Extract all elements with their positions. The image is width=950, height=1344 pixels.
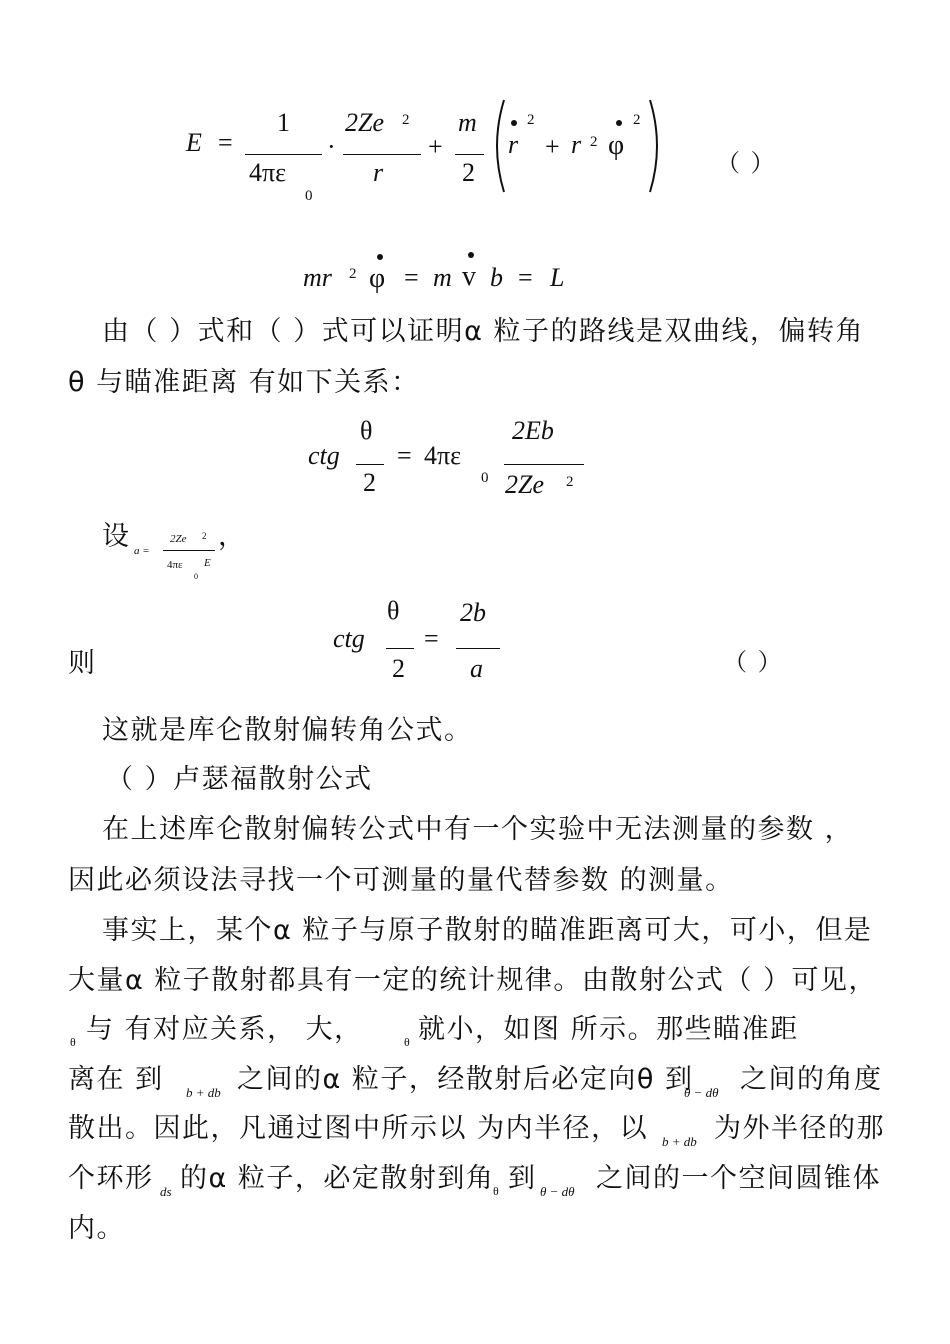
ctg2-bar (456, 648, 500, 649)
four-pi-eps: 4πε (424, 441, 462, 470)
eq2-equals-2: = (518, 263, 533, 292)
eq2-equals: = (404, 263, 419, 292)
eq2-b: b (490, 263, 503, 292)
text-line-9a: 散出。因此，凡通过图中所示以 为内半径，以 (68, 1113, 649, 1144)
text-line-10d: 之间的一个空间圆锥体 (596, 1163, 881, 1194)
text-line-8c: 之间的角度 (740, 1064, 883, 1095)
text-line-10b: 的α 粒子，必定散射到角 (180, 1163, 495, 1194)
phi-dot (616, 120, 622, 126)
theta-den: 2 (363, 468, 376, 497)
ctg2-equals: = (424, 624, 439, 653)
frac1-num: 1 (277, 108, 290, 137)
eq2-phi-dot (377, 254, 383, 260)
eq-E: E (186, 128, 202, 157)
ctg-label: ctg (308, 441, 340, 470)
eq2-v: v (462, 261, 476, 292)
text-line-8a: 离在 到 (68, 1064, 164, 1095)
cdot: · (327, 132, 336, 161)
right-paren (646, 98, 666, 194)
a-bar (163, 550, 215, 551)
ctg1-num: 2Eb (512, 416, 554, 445)
ctg2-theta-den: 2 (392, 654, 405, 683)
equation-number-1: （ ） (716, 149, 777, 177)
l8-bdb-sub: b + db (186, 1085, 221, 1100)
eq2-v-dot (468, 252, 474, 258)
ctg2-num: 2b (460, 598, 486, 627)
l7-theta-sub-2: θ (404, 1035, 410, 1049)
phi-sup: 2 (633, 112, 641, 128)
eq2-m: m (433, 263, 452, 292)
set-comma: ， (218, 521, 247, 552)
left-paren (488, 98, 508, 194)
text-line-4: 因此必须设法寻找一个可测量的量代替参数 的测量。 (68, 865, 734, 896)
frac1-den: 4πε (249, 158, 287, 187)
frac1-bar (245, 154, 322, 155)
eq2-mr: mr (303, 263, 332, 292)
eps-subscript: 0 (305, 188, 313, 204)
text-line-7a: 与 有对应关系， 大， (86, 1014, 363, 1045)
eq2-L: L (550, 263, 565, 292)
text-line-6: 大量α 粒子散射都具有一定的统计规律。由散射公式（ ）可见， (68, 965, 877, 996)
text-line-8b: 之间的α 粒子，经散射后必定向θ 到 (237, 1064, 694, 1095)
ctg2-den: a (470, 654, 483, 683)
phi-var: φ (608, 130, 625, 161)
ctg2-label: ctg (333, 624, 365, 653)
frac2-sup: 2 (402, 112, 410, 128)
then-label: 则 (68, 648, 97, 679)
eq-equals: = (218, 128, 233, 157)
l10-theta-sub: θ (493, 1184, 499, 1198)
a-num: 2Ze (170, 533, 187, 545)
r-dot (511, 120, 517, 126)
r-dot-var: r (508, 130, 519, 159)
a-equals: a = (134, 545, 150, 557)
section-heading: （ ）卢瑟福散射公式 (106, 764, 373, 795)
frac2-den: r (373, 158, 384, 187)
plus-sign-2: + (545, 132, 560, 161)
l9-bdb-sub: b + db (662, 1134, 697, 1149)
ctg1-bar (504, 464, 584, 465)
text-line-10a: 个环形 (68, 1163, 154, 1194)
frac3-num: m (458, 108, 477, 137)
a-den: 4πε (167, 559, 183, 571)
set-label: 设 (102, 521, 131, 552)
eps0-sub: 0 (481, 470, 489, 486)
text-line-9b: 为外半径的那 (714, 1113, 885, 1144)
a-den-sub: 0 (194, 572, 198, 581)
eq2-phi: φ (369, 263, 386, 294)
frac3-den: 2 (462, 158, 475, 187)
l7-theta-sub: θ (70, 1035, 76, 1049)
l10-ds-sub: ds (160, 1184, 172, 1199)
text-line-11: 内。 (68, 1213, 125, 1244)
text-line-1: 这就是库仑散射偏转角公式。 (102, 715, 473, 746)
ctg2-theta-bar (386, 648, 414, 649)
frac2-num: 2Ze (345, 108, 384, 137)
ctg1-den: 2Ze (505, 470, 544, 499)
theta-num: θ (360, 416, 373, 445)
l8-theta-dtheta-sub: θ − dθ (684, 1085, 719, 1100)
theta-bar (356, 464, 384, 465)
r-var: r (571, 130, 582, 159)
plus-sign: + (428, 132, 443, 161)
eq2-sup: 2 (349, 266, 357, 282)
para1-line2: θ 与瞄准距离 有如下关系： (68, 367, 420, 398)
rdot-sup: 2 (527, 112, 535, 128)
text-line-5: 事实上，某个α 粒子与原子散射的瞄准距离可大，可小，但是 (102, 915, 873, 946)
ctg1-equals: = (397, 441, 412, 470)
frac3-bar (455, 154, 484, 155)
a-den-E: E (204, 557, 211, 569)
text-line-10c: 到 (508, 1163, 537, 1194)
ctg2-theta: θ (387, 596, 400, 625)
frac2-bar (343, 154, 421, 155)
a-num-sup: 2 (202, 531, 207, 541)
para1-line1: 由（ ）式和（ ）式可以证明α 粒子的路线是双曲线，偏转角 (102, 316, 865, 347)
text-line-3: 在上述库仑散射偏转公式中有一个实验中无法测量的参数 ， (102, 814, 854, 845)
text-line-7b: 就小，如图 所示。那些瞄准距 (418, 1014, 799, 1045)
ctg1-den-sup: 2 (566, 474, 574, 490)
l10-theta-dtheta-sub: θ − dθ (540, 1184, 575, 1199)
equation-number-2: （ ） (723, 648, 784, 676)
r-sup: 2 (590, 134, 598, 150)
